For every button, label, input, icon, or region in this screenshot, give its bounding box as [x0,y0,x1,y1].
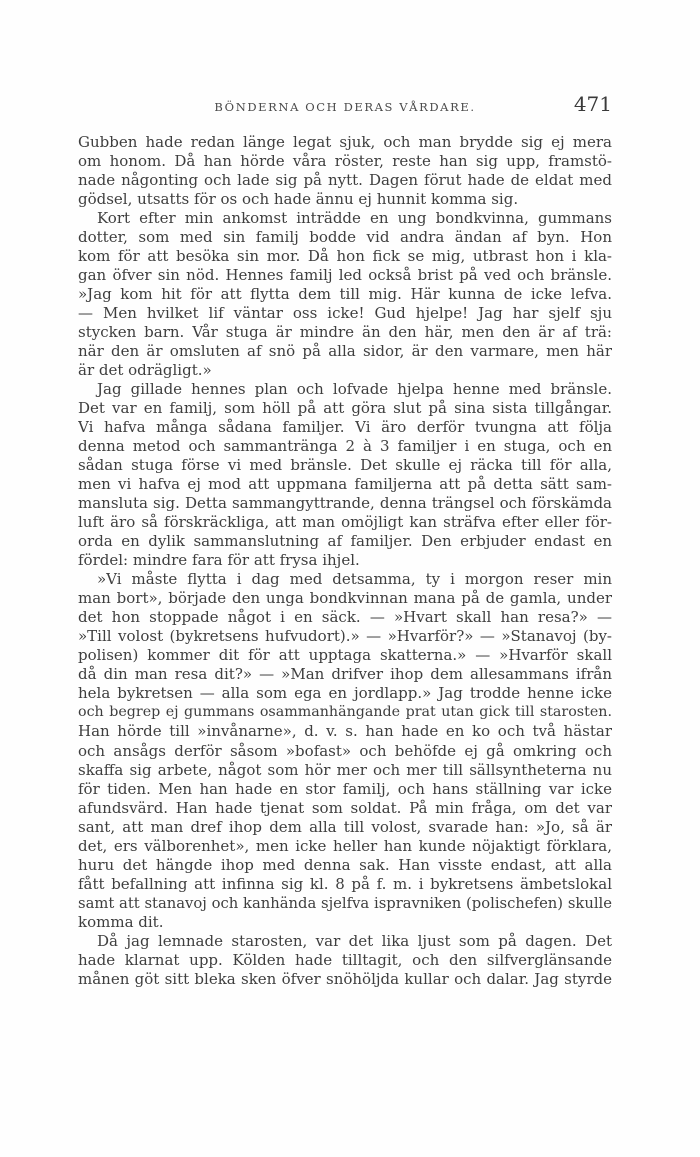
text-line: hela bykretsen — alla som ega en jordlapp.» Jag trodde henne icke [78,684,612,703]
text-line: sant, att man dref ihop dem alla till volost, svarade han: »Jo, så är [78,817,612,836]
text-line: fördel: mindre fara för att frysa ihjel. [78,551,360,570]
text-line: polisen) kommer dit för att upptaga skatterna.» — »Hvarför skall [78,646,612,665]
text-line: Vi hafva många sådana familjer. Vi äro derför tvungna att följa [78,418,612,437]
page-number: 471 [573,92,612,116]
text-line: och begrep ej gummans osammanhängande prat utan gick till starosten. [78,704,612,721]
text-line: samt att stanavoj och kanhända sjelfva ispravniken (polischefen) skulle [78,894,612,912]
text-line: hade klarnat upp. Kölden hade tilltagit, och den silfverglänsande [78,950,612,969]
body-text [78,133,612,989]
text-line: Jag gillade hennes plan och lofvade hjelpa henne med bränsle. [97,380,612,399]
text-line: Gubben hade redan länge legat sjuk, och man brydde sig ej mera [78,133,612,151]
text-line: mansluta sig. Detta sammangyttrande, denna trängsel och förskämda [78,494,612,513]
text-line: om honom. Då han hörde våra röster, reste han sig upp, framstö- [78,152,612,171]
text-line: man bort», började den unga bondkvinnan mana på de gamla, under [78,589,612,608]
text-line: sådan stuga förse vi med bränsle. Det skulle ej räcka till för alla, [78,456,612,475]
text-line: kom för att besöka sin mor. Då hon fick se mig, utbrast hon i kla- [78,247,612,266]
text-line: månen göt sitt bleka sken öfver snöhöljda kullar och dalar. Jag styrde [78,969,612,988]
text-line: Det var en familj, som höll på att göra slut på sina sista tillgångar. [78,399,612,418]
text-line: skaffa sig arbete, något som hör mer och mer till sällsyntheterna nu [78,760,612,779]
text-line: det hon stoppade något i en säck. — »Hvart skall han resa?» — [78,608,612,627]
text-line: »Till volost (bykretsens hufvudort).» — »Hvarför?» — »Stanavoj (by- [78,627,612,646]
text-line: fått befallning att infinna sig kl. 8 på f. m. i bykretsens ämbetslokal [78,874,612,893]
text-line: gan öfver sin nöd. Hennes familj led också brist på ved och bränsle. [78,266,612,285]
text-line: Då jag lemnade starosten, var det lika ljust som på dagen. Det [97,931,612,950]
text-line: »Jag kom hit för att flytta dem till mig. Här kunna de icke lefva. [78,285,612,304]
text-line: Han hörde till »invånarne», d. v. s. han hade en ko och två hästar [78,722,612,741]
text-line: »Vi måste flytta i dag med detsamma, ty i morgon reser min [97,570,612,589]
text-line: — Men hvilket lif väntar oss icke! Gud hjelpe! Jag har sjelf sju [78,304,612,323]
running-head [78,92,612,118]
text-line: gödsel, utsatts för os och hade ännu ej hunnit komma sig. [78,190,519,209]
text-line: det, ers välborenhet», men icke heller han kunde nöjaktigt förklara, [78,836,612,855]
text-line: huru det hängde ihop med denna sak. Han visste endast, att alla [78,855,612,874]
text-line: är det odrägligt.» [78,361,212,380]
text-line: luft äro så förskräckliga, att man omöjligt kan sträfva efter eller för- [78,513,612,532]
text-line: denna metod och sammantränga 2 à 3 familjer i en stuga, och en [78,437,612,456]
text-line: för tiden. Men han hade en stor familj, och hans ställning var icke [78,779,612,798]
text-line: Kort efter min ankomst inträdde en ung bondkvinna, gummans [97,209,612,228]
text-line: och ansågs derför såsom »bofast» och behöfde ej gå omkring och [78,741,612,760]
text-line: orda en dylik sammanslutning af familjer. Den erbjuder endast en [78,532,612,551]
text-line: afundsvärd. Han hade tjenat som soldat. På min fråga, om det var [78,798,612,817]
text-line: när den är omsluten af snö på alla sidor, är den varmare, men här [78,342,612,361]
text-line: då din man resa dit?» — »Man drifver ihop dem allesammans ifrån [78,665,612,684]
running-title: BÖNDERNA OCH DERAS VÅRDARE. [214,100,476,114]
text-line: stycken barn. Vår stuga är mindre än den här, men den är af trä: [78,323,612,342]
text-line: men vi hafva ej mod att uppmana familjerna att på detta sätt sam- [78,475,612,494]
text-line: dotter, som med sin familj bodde vid andra ändan af byn. Hon [78,228,612,247]
text-line: nade någonting och lade sig på nytt. Dagen förut hade de eldat med [78,171,612,190]
text-line: komma dit. [78,912,164,931]
